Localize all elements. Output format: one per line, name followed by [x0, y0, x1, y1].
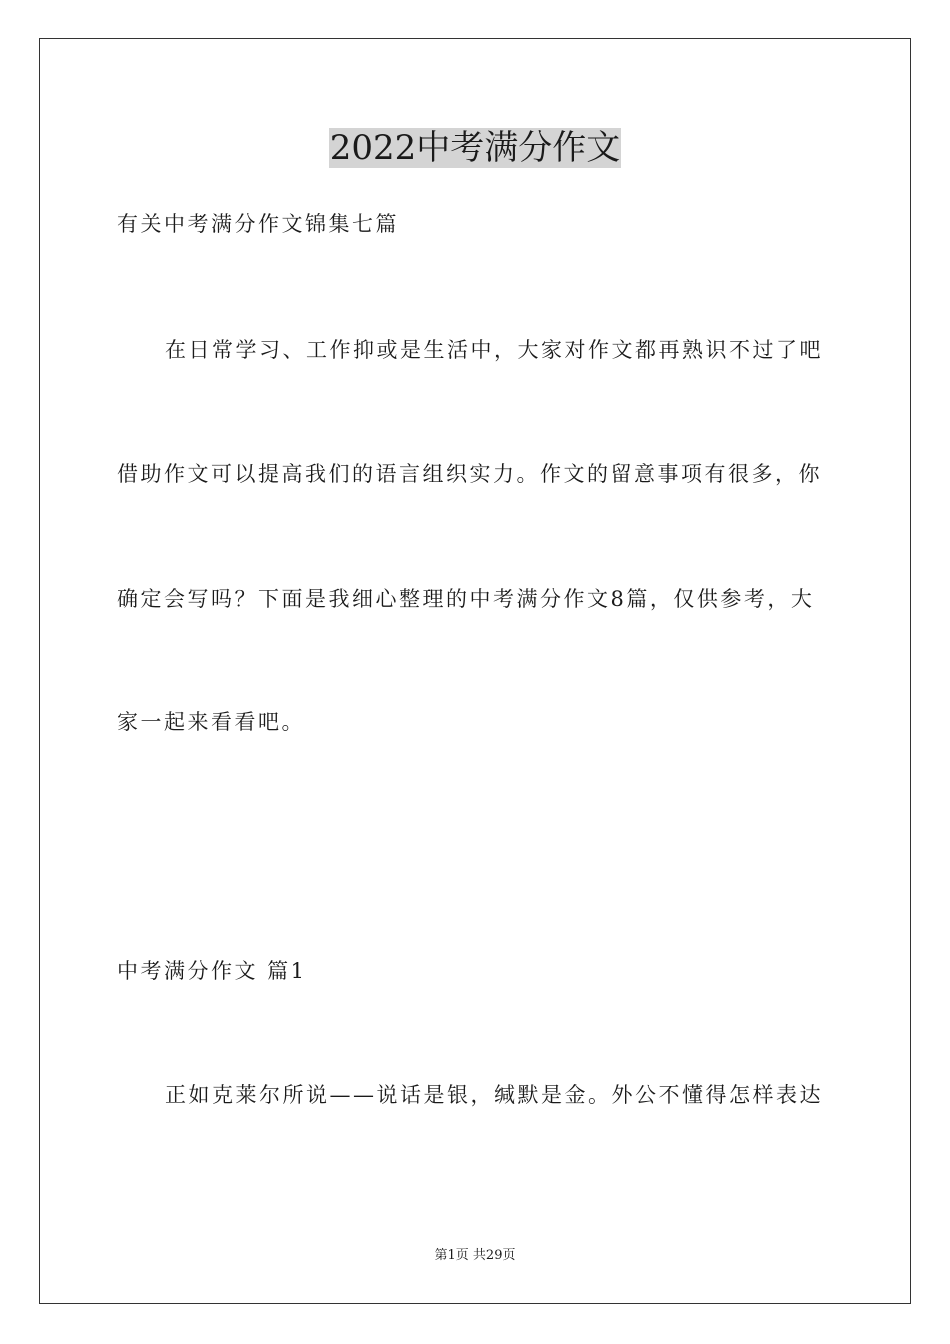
section-first-line: 正如克莱尔所说——说话是银，缄默是金。外公不懂得怎样表达 — [165, 1083, 823, 1107]
intro-line-1: 在日常学习、工作抑或是生活中，大家对作文都再熟识不过了吧 — [165, 338, 823, 362]
intro-line-3: 确定会写吗？下面是我细心整理的中考满分作文8篇，仅供参考，大 — [117, 587, 815, 611]
intro-line-2: 借助作文可以提高我们的语言组织实力。作文的留意事项有很多，你 — [117, 462, 822, 486]
document-title-text: 2022中考满分作文 — [329, 128, 621, 168]
section-heading: 中考满分作文 篇1 — [117, 959, 307, 983]
page-number-footer: 第1页 共29页 — [434, 1248, 516, 1263]
intro-line-4: 家一起来看看吧。 — [117, 710, 305, 734]
document-subtitle: 有关中考满分作文锦集七篇 — [117, 212, 399, 236]
document-title — [0, 126, 950, 170]
